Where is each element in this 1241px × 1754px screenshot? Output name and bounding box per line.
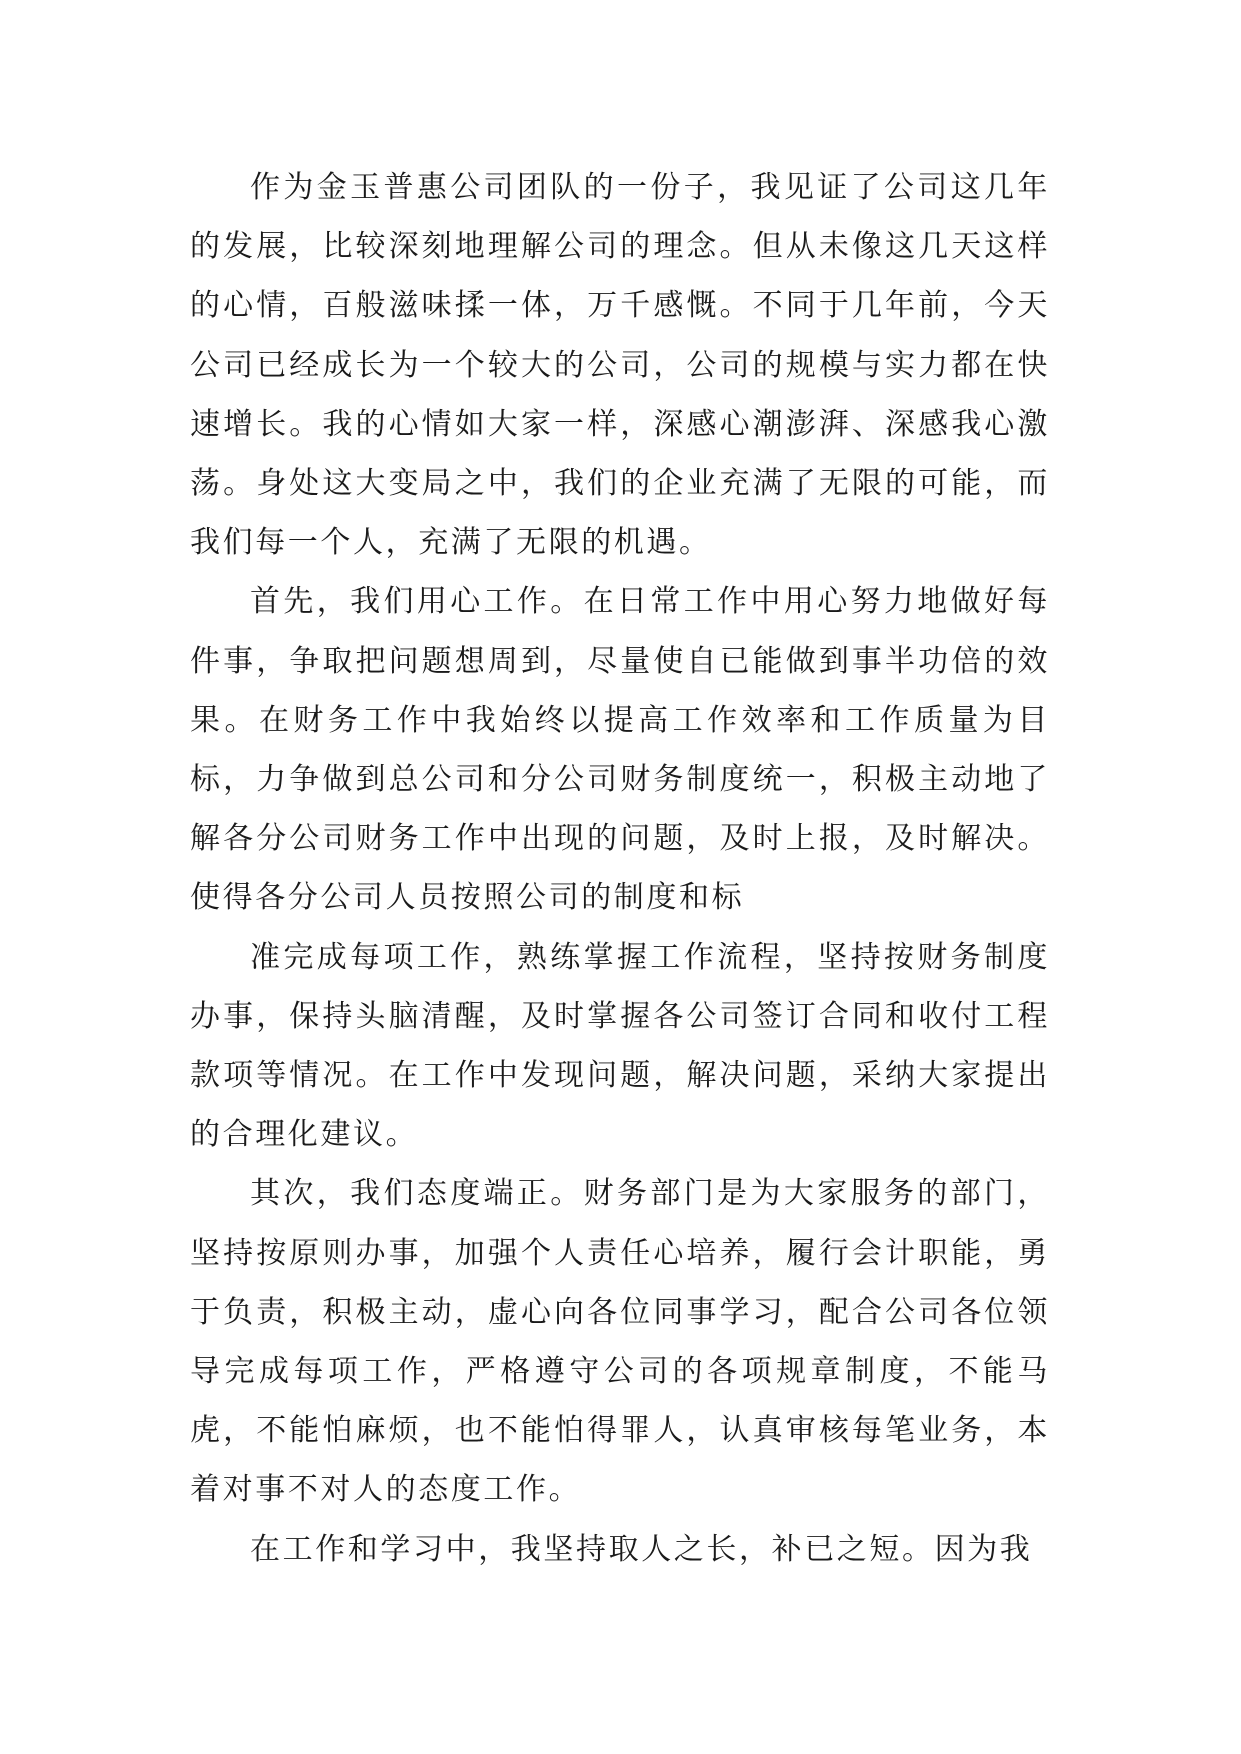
paragraph: 作为金玉普惠公司团队的一份子，我见证了公司这几年的发展，比较深刻地理解公司的理念。但从未像这几天这样的心情，百般滋味揉一体，万千感慨。不同于几年前，今天公司已经成长为一个较大的公司，公司的规模与实力都在快速增长。我的心情如大家一样，深感心潮澎湃、深感我心激荡。身处这大变局之中，我们的企业充满了无限的可能，而我们每一个人，充满了无限的机遇。	[190, 170, 1050, 561]
paragraph: 在工作和学习中，我坚持取人之长，补已之短。因为我	[250, 1531, 1033, 1567]
paragraph: 其次，我们态度端正。财务部门是为大家服务的部门，坚持按原则办事，加强个人责任心培养，履行会计职能，勇于负责，积极主动，虚心向各位同事学习，配合公司各位领导完成每项工作，严格遵守公司的各项规章制度，不能马虎，不能怕麻烦，也不能怕得罪人，认真审核每笔业务，本着对事不对人的态度工作。	[190, 1176, 1050, 1508]
document-body	[190, 158, 1050, 1579]
paragraph: 准完成每项工作，熟练掌握工作流程，坚持按财务制度办事，保持头脑清醒，及时掌握各公司签订合同和收付工程款项等情况。在工作中发现问题，解决问题，采纳大家提出的合理化建议。	[190, 939, 1050, 1153]
paragraph: 首先，我们用心工作。在日常工作中用心努力地做好每件事，争取把问题想周到，尽量使自已能做到事半功倍的效果。在财务工作中我始终以提高工作效率和工作质量为目标，力争做到总公司和分公司财务制度统一，积极主动地了解各分公司财务工作中出现的问题，及时上报，及时解决。使得各分公司人员按照公司的制度和标	[190, 584, 1050, 916]
